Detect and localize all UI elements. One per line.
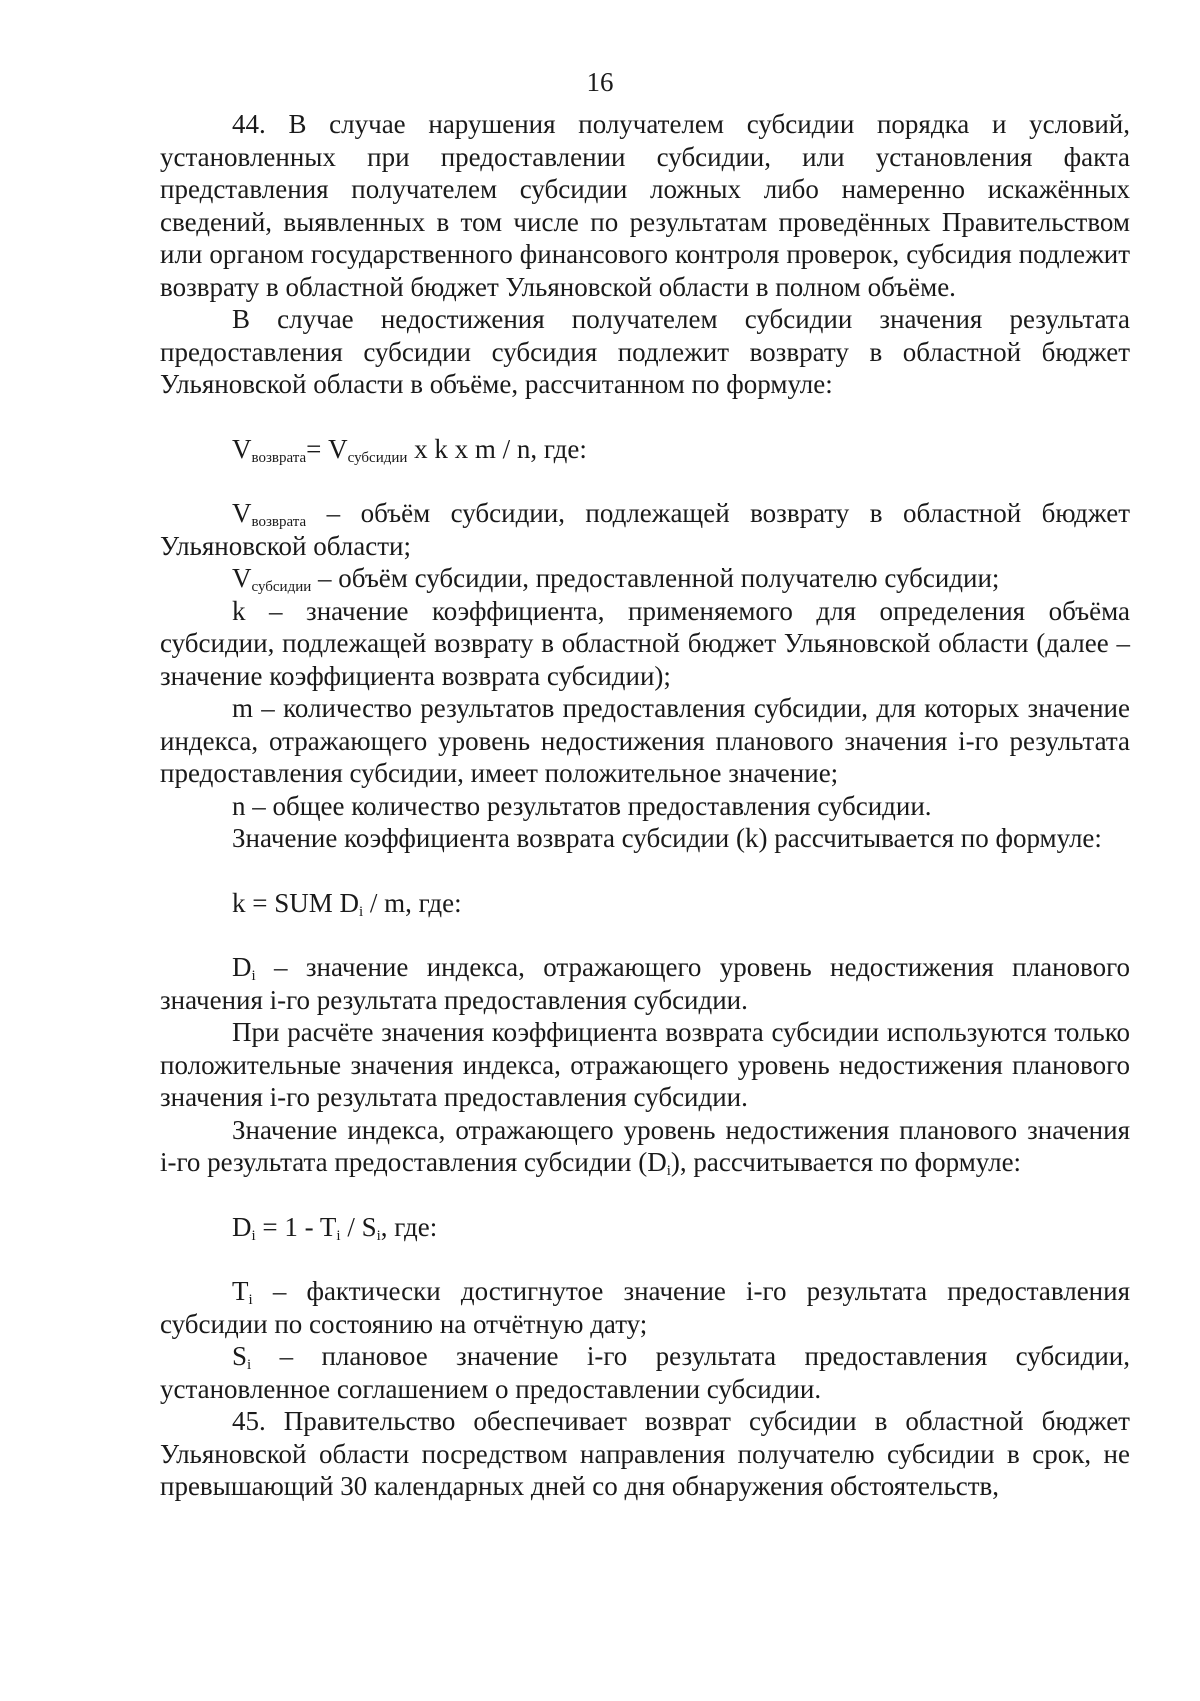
formula-k: k = SUM $D_i$ / m, где:: [232, 887, 462, 920]
definition-n: n – общее количество результатов предоставления субсидии.: [232, 790, 932, 821]
definition-si: $S_i$ – плановое значение i-го результата предоставления субсидии, установленное соглашением о предоставлении субсидии.: [160, 1341, 1130, 1404]
document-body: [160, 108, 1130, 1503]
formula-v-return: $V_{возврата}= V_{субсидии}$ x k x m / n, где:: [232, 433, 587, 466]
definition-k: k – значение коэффициента, применяемого для определения объёма субсидии, подлежащей возврату в областной бюджет Ульяновской области (далее – значение коэффициента возврата субсидии);: [160, 595, 1130, 691]
formula-di: $D_i = 1 - T_i / S_i$, где:: [232, 1211, 438, 1244]
paragraph-calculation: При расчёте значения коэффициента возврата субсидии используются только положительные значения индекса, отражающего уровень недостижения планового значения i-го результата предоставления субсидии.: [160, 1017, 1130, 1112]
definition-m: m – количество результатов предоставления субсидии, для которых значение индекса, отражающего уровень недостижения планового значения i-го результата предоставления субсидии, имеет положительное значение;: [160, 693, 1130, 788]
definition-ti: $T_i$ – фактически достигнутое значение i-го результата предоставления субсидии по состоянию на отчётную дату;: [160, 1276, 1130, 1339]
definition-v-return: $V_{возврата}$ – объём субсидии, подлежащей возврату в областной бюджет Ульяновской области;: [160, 498, 1130, 561]
page-number: 16: [586, 67, 614, 97]
paragraph-nedostizhenie: В случае недостижения получателем субсидии значения результата предоставления субсидии субсидия подлежит возврату в областной бюджет Ульяновской области в объёме, рассчитанном по формуле:: [160, 304, 1130, 399]
paragraph-45: 45. Правительство обеспечивает возврат субсидии в областной бюджет Ульяновской области посредством направления получателю субсидии в срок, не превышающий 30 календарных дней со дня обнаружения обстоятельств,: [160, 1406, 1130, 1501]
paragraph-index-formula-intro: Значение индекса, отражающего уровень недостижения планового значения i-го результата предоставления субсидии $(D_i)$, рассчитывается по формуле:: [160, 1114, 1130, 1179]
clause-number-45: 45.: [232, 1406, 266, 1436]
paragraph-44: 44. В случае нарушения получателем субсидии порядка и условий, установленных при предоставлении субсидии, или установления факта представления получателем субсидии ложных либо намеренно искажённых сведений, выявленных в том числе по результатам проведённых Правительством или органом государственного финансового контроля проверок, субсидия подлежит возврату в областной бюджет Ульяновской области в полном объёме.: [160, 109, 1130, 302]
definition-v-subsidy: $V_{субсидии}$ – объём субсидии, предоставленной получателю субсидии;: [232, 563, 1000, 595]
clause-number-44: 44.: [232, 109, 266, 139]
definition-di: $D_i$ – значение индекса, отражающего уровень недостижения планового значения i-го результата предоставления субсидии.: [160, 952, 1130, 1015]
paragraph-k-formula-intro: Значение коэффициента возврата субсидии (k) рассчитывается по формуле:: [232, 823, 1102, 853]
